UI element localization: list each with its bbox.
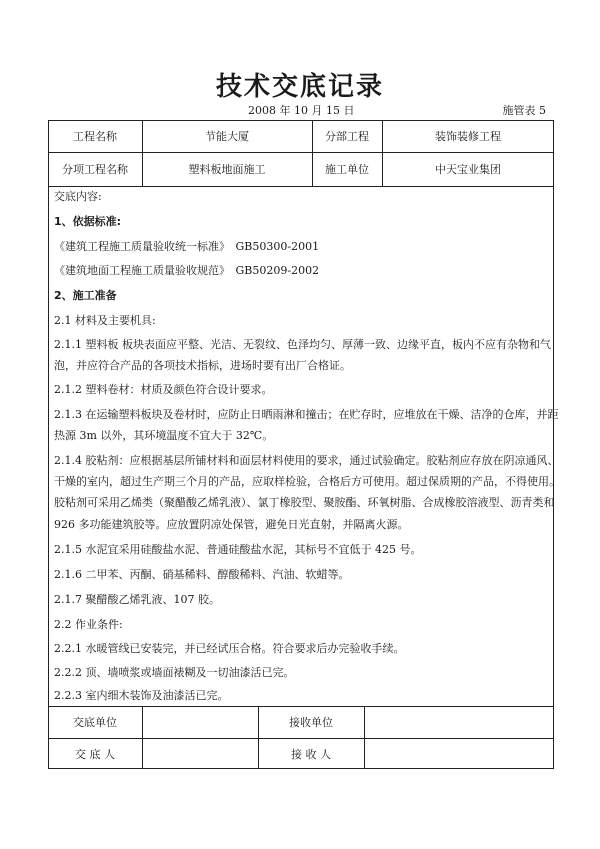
section-1-title: 1、依据标准: <box>54 215 122 228</box>
content-intro: 交底内容: <box>54 190 102 203</box>
para-2-1-7: 2.1.7 聚醋酸乙烯乳液、107 胶。 <box>54 593 220 606</box>
record-date: 2008 年 10 月 15 日 <box>248 104 355 117</box>
col-divider <box>142 706 143 769</box>
para-2-1-4-a: 2.1.4 胶粘剂：应根据基层所铺材料和面层材料使用的要求，通过试验确定。胶粘剂应存放在阴凉通风、 <box>54 454 559 467</box>
subitem-label: 分项工程名称 <box>62 163 128 176</box>
para-2-1: 2.1 材料及主要机具: <box>54 314 156 327</box>
para-2-2-1: 2.2.1 水暖管线已安装完，并已经试压合格。符合要求后办完验收手续。 <box>54 642 405 655</box>
standard-line-1: 《建筑工程施工质量验收统一标准》 GB50300-2001 <box>54 240 320 253</box>
handover-person-label: 交 底 人 <box>75 747 115 761</box>
project-name-value: 节能大厦 <box>205 130 249 143</box>
contractor-value: 中天宝业集团 <box>435 163 501 176</box>
division-value: 装饰装修工程 <box>435 130 501 143</box>
page-title: 技术交底记录 <box>215 72 384 102</box>
standard-line-2: 《建筑地面工程施工质量验收规范》 GB50209-2002 <box>54 264 320 277</box>
project-name-label: 工程名称 <box>73 130 117 143</box>
para-2-1-1-a: 2.1.1 塑料板 板块表面应平整、光洁、无裂纹、色泽均匀、厚薄一致、边缘平直，板内不应有杂物和气 <box>54 338 551 351</box>
para-2-1-4-d: 926 多功能建筑胶等。应放置阴凉处保管，避免日光直射，并隔离火源。 <box>54 518 409 531</box>
para-2-1-2: 2.1.2 塑料卷材：材质及颜色符合设计要求。 <box>54 383 273 396</box>
para-2-2: 2.2 作业条件: <box>54 618 123 631</box>
para-2-1-3-a: 2.1.3 在运输塑料板块及卷材时，应防止日晒雨淋和撞击；在贮存时，应堆放在干燥、洁净的仓库，并距 <box>54 408 559 421</box>
form-code: 施管表 5 <box>502 104 546 117</box>
row-divider <box>48 186 554 187</box>
contractor-label: 施工单位 <box>325 163 369 176</box>
para-2-1-4-b: 干燥的室内，超过生产期三个月的产品，应取样检验，合格后方可使用。超过保质期的产品，不得使用。 <box>54 475 560 488</box>
para-2-1-3-b: 热源 3m 以外，其环境温度不宜大于 32℃。 <box>54 429 274 442</box>
para-2-2-3: 2.2.3 室内细木装饰及油漆活已完。 <box>54 689 229 702</box>
para-2-1-6: 2.1.6 二甲苯、丙酮、硝基稀料、醇酸稀料、汽油、软蜡等。 <box>54 568 350 581</box>
para-2-1-4-c: 胶粘剂可采用乙烯类（聚醋酸乙烯乳液）、氯丁橡胶型、聚胺酯、环氧树脂、合成橡胶溶液型、沥青类和 <box>54 496 555 509</box>
receiver-label: 接 收 人 <box>291 747 331 761</box>
section-2-title: 2、施工准备 <box>54 289 117 302</box>
para-2-2-2: 2.2.2 顶、墙喷浆或墙面裱糊及一切油漆活已完。 <box>54 666 295 679</box>
col-divider <box>364 706 365 769</box>
para-2-1-5: 2.1.5 水泥宜采用硅酸盐水泥、普通硅酸盐水泥，其标号不宜低于 425 号。 <box>54 543 422 556</box>
division-label: 分部工程 <box>325 130 369 143</box>
receiving-unit-label: 接收单位 <box>289 716 333 729</box>
para-2-1-1-b: 泡，并应符合产品的各项技术指标，进场时要有出厂合格证。 <box>54 359 351 372</box>
subitem-value: 塑料板地面施工 <box>188 163 266 176</box>
handover-unit-label: 交底单位 <box>73 716 117 729</box>
